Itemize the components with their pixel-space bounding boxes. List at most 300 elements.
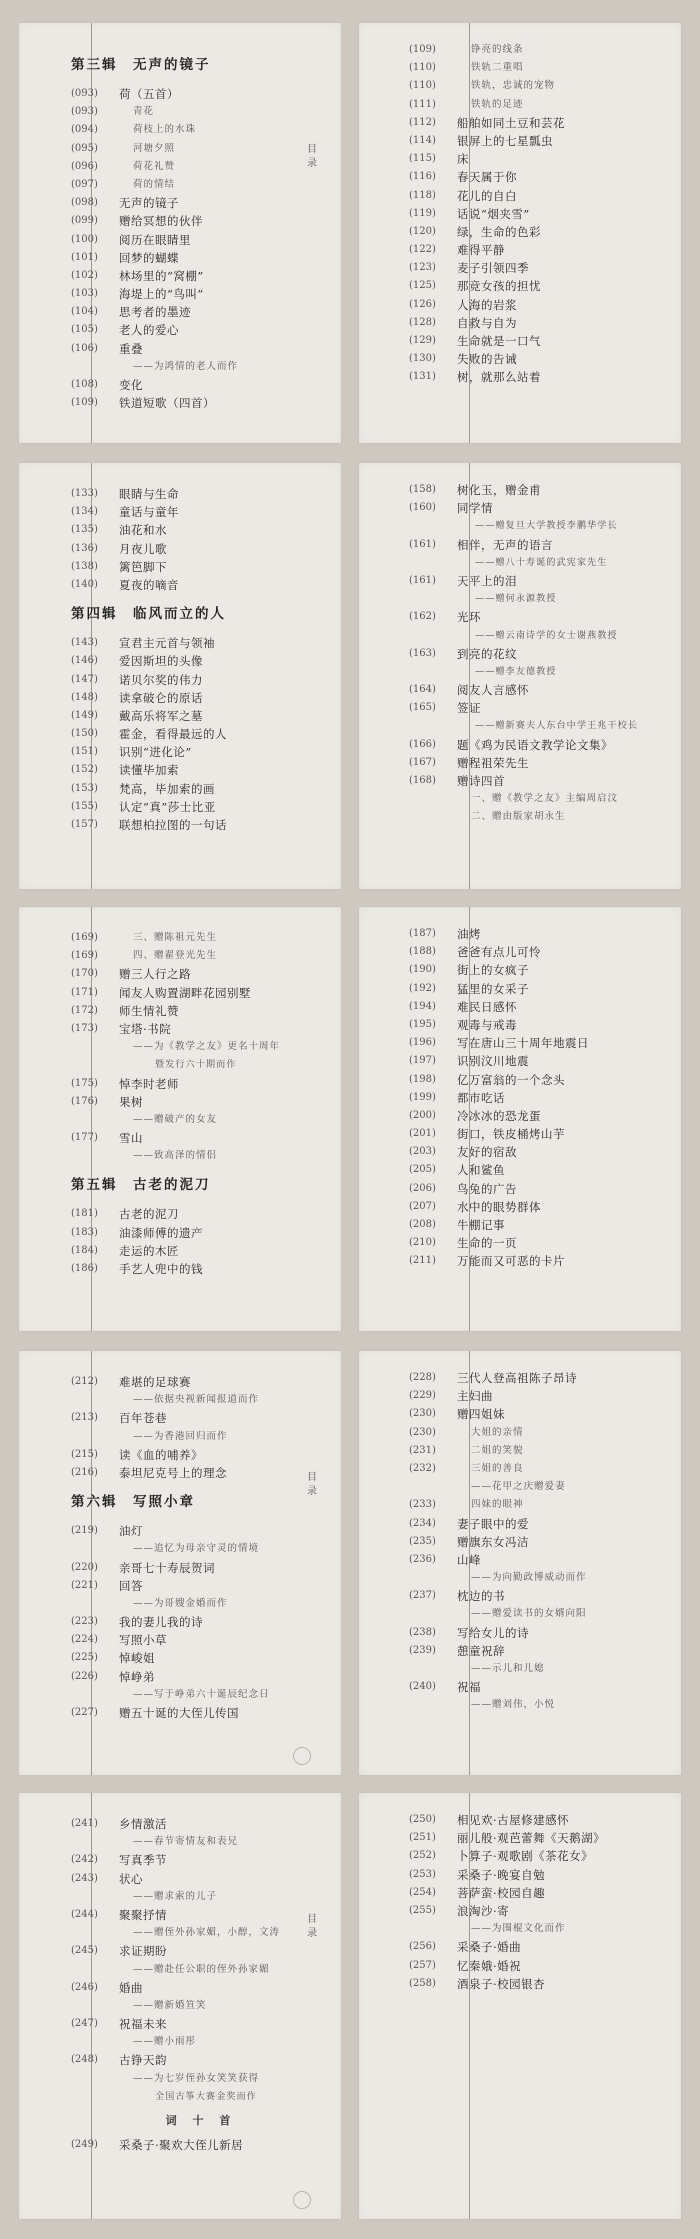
page-number: (131) bbox=[409, 371, 436, 383]
entry-title: ——赠云南诗学的女士谢燕教授 bbox=[475, 629, 618, 641]
page-number: (224) bbox=[71, 1634, 98, 1646]
toc-entry[interactable] bbox=[71, 212, 331, 230]
entry-title: 花儿的自白 bbox=[457, 188, 517, 203]
toc-entry[interactable] bbox=[71, 1111, 331, 1129]
toc-entry[interactable] bbox=[71, 816, 331, 834]
toc-entry[interactable] bbox=[71, 1409, 331, 1427]
page-number: (170) bbox=[71, 968, 98, 980]
toc-entry[interactable] bbox=[71, 303, 331, 321]
page-number: (230) bbox=[409, 1408, 436, 1420]
entry-title: ——赠小雨彤 bbox=[133, 2036, 197, 2048]
toc-entry[interactable] bbox=[409, 1369, 673, 1387]
entry-title: 铮亮的线条 bbox=[471, 44, 524, 55]
toc-entry[interactable] bbox=[71, 2136, 331, 2154]
page-number: (106) bbox=[71, 342, 98, 354]
toc-entry[interactable] bbox=[71, 1668, 331, 1686]
entry-title: 主妇曲 bbox=[457, 1389, 493, 1404]
toc-entry[interactable] bbox=[71, 1129, 331, 1147]
toc-page-8 bbox=[358, 1350, 682, 1776]
toc-entry[interactable] bbox=[71, 2033, 331, 2051]
toc-entry[interactable] bbox=[409, 1107, 673, 1125]
toc-entry[interactable] bbox=[71, 1997, 331, 2015]
page-number: (244) bbox=[71, 1908, 98, 1920]
toc-entry[interactable] bbox=[409, 1696, 673, 1714]
entry-title: 乡情激活 bbox=[119, 1817, 167, 1831]
page-number: (205) bbox=[409, 1164, 436, 1176]
toc-entry[interactable] bbox=[71, 576, 331, 594]
toc-entry[interactable] bbox=[71, 2088, 331, 2106]
toc-entry[interactable] bbox=[409, 1551, 673, 1569]
page-number: (169) bbox=[71, 950, 98, 962]
toc-entry[interactable] bbox=[409, 499, 673, 517]
toc-entry[interactable] bbox=[409, 96, 673, 114]
page-number: (247) bbox=[71, 2018, 98, 2030]
toc-entry[interactable] bbox=[71, 1205, 331, 1223]
toc-entry[interactable] bbox=[71, 1242, 331, 1260]
entry-title: 阅友人言感怀 bbox=[457, 683, 529, 698]
toc-entry[interactable] bbox=[409, 241, 673, 259]
entry-title: 三代人登高祖陈子昂诗 bbox=[457, 1371, 577, 1385]
side-label: 目 录 bbox=[307, 1914, 317, 1939]
page-hole bbox=[293, 1747, 311, 1765]
page-number: (146) bbox=[71, 655, 98, 667]
toc-entry[interactable] bbox=[71, 743, 331, 761]
toc-entry[interactable] bbox=[71, 1924, 331, 1942]
entry-title: ——为围棍文化而作 bbox=[471, 1923, 566, 1935]
entry-title: 我的妻儿我的诗 bbox=[119, 1615, 203, 1630]
toc-entry[interactable] bbox=[71, 121, 331, 139]
page-number: (194) bbox=[409, 1000, 436, 1012]
toc-page-9 bbox=[18, 1792, 342, 2220]
toc-entry[interactable] bbox=[71, 634, 331, 652]
page-number: (129) bbox=[409, 335, 436, 346]
entry-title: 观毒与戒毒 bbox=[457, 1017, 517, 1032]
page-number: (239) bbox=[409, 1644, 436, 1656]
toc-entry[interactable] bbox=[71, 231, 331, 249]
toc-entry[interactable] bbox=[409, 554, 673, 572]
entry-title: 铁轨的足迹 bbox=[471, 98, 524, 110]
toc-entry[interactable] bbox=[409, 1424, 673, 1442]
toc-entry[interactable] bbox=[409, 77, 673, 95]
entry-title: 相见欢·古屋修建感怀 bbox=[457, 1813, 570, 1827]
entry-title: 光环 bbox=[457, 610, 481, 625]
entry-title: 祝福 bbox=[457, 1680, 481, 1695]
toc-entry[interactable] bbox=[71, 2015, 331, 2033]
entry-title: 走运的木匠 bbox=[119, 1243, 179, 1258]
toc-entry[interactable] bbox=[71, 267, 331, 285]
toc-entry[interactable] bbox=[71, 652, 331, 670]
toc-entry[interactable] bbox=[409, 114, 673, 132]
toc-entry[interactable] bbox=[409, 481, 673, 499]
toc-entry[interactable] bbox=[409, 1234, 673, 1252]
toc-entry[interactable] bbox=[71, 394, 331, 412]
toc-entry[interactable] bbox=[409, 627, 673, 645]
entry-title: 人海的岩浆 bbox=[457, 297, 517, 312]
toc-entry[interactable] bbox=[71, 984, 331, 1002]
page-number: (103) bbox=[71, 288, 98, 300]
toc-entry[interactable] bbox=[71, 1038, 331, 1056]
toc-entry[interactable] bbox=[409, 1587, 673, 1605]
toc-entry[interactable] bbox=[71, 558, 331, 576]
toc-entry[interactable] bbox=[409, 1071, 673, 1089]
toc-entry[interactable] bbox=[409, 1829, 673, 1847]
toc-entry[interactable] bbox=[71, 761, 331, 779]
toc-entry[interactable] bbox=[409, 699, 673, 717]
toc-entry[interactable] bbox=[409, 1052, 673, 1070]
toc-entry[interactable] bbox=[409, 1624, 673, 1642]
toc-page-3 bbox=[18, 462, 342, 890]
toc-entry[interactable] bbox=[71, 1815, 331, 1833]
entry-title: 采桑子·聚欢大侄儿新居 bbox=[119, 2138, 244, 2152]
toc-entry[interactable] bbox=[409, 259, 673, 277]
toc-entry[interactable] bbox=[409, 1811, 673, 1829]
entry-title: 月夜儿歌 bbox=[119, 541, 167, 556]
entry-title: 话说“烟夹雪” bbox=[457, 206, 530, 221]
section-heading: 第四辑 临风而立的人 bbox=[71, 606, 226, 623]
toc-entry[interactable] bbox=[71, 1373, 331, 1391]
toc-entry[interactable] bbox=[71, 1906, 331, 1924]
side-label: 目 录 bbox=[307, 1472, 317, 1497]
entry-title: 油花和水 bbox=[119, 523, 167, 538]
toc-entry[interactable] bbox=[409, 998, 673, 1016]
toc-entry[interactable] bbox=[409, 277, 673, 295]
entry-title: 油烤 bbox=[457, 927, 481, 941]
page-number: (110) bbox=[409, 62, 436, 74]
toc-list bbox=[409, 925, 673, 1271]
toc-entry[interactable] bbox=[71, 1075, 331, 1093]
toc-entry[interactable] bbox=[409, 132, 673, 150]
toc-entry[interactable] bbox=[409, 1902, 673, 1920]
page-number: (188) bbox=[409, 946, 436, 958]
page-number: (093) bbox=[71, 88, 98, 99]
toc-entry[interactable] bbox=[71, 1631, 331, 1649]
page-number: (242) bbox=[71, 1854, 98, 1866]
toc-entry[interactable] bbox=[409, 590, 673, 608]
toc-entry[interactable] bbox=[409, 1866, 673, 1884]
entry-title: 写照小草 bbox=[119, 1633, 167, 1648]
entry-title: 春天属于你 bbox=[457, 170, 517, 185]
toc-entry[interactable] bbox=[71, 1020, 331, 1038]
toc-entry[interactable] bbox=[409, 736, 673, 754]
toc-entry[interactable] bbox=[409, 1938, 673, 1956]
page-number: (164) bbox=[409, 684, 436, 696]
toc-entry[interactable] bbox=[409, 332, 673, 350]
page-number: (143) bbox=[71, 637, 98, 649]
toc-entry[interactable] bbox=[71, 1464, 331, 1482]
toc-page-5 bbox=[18, 906, 342, 1332]
toc-entry[interactable] bbox=[409, 772, 673, 790]
entry-title: 荷（五首） bbox=[119, 87, 179, 101]
page-number: (197) bbox=[409, 1055, 436, 1067]
toc-entry[interactable] bbox=[71, 1942, 331, 1960]
entry-title: 识别汶川地震 bbox=[457, 1054, 529, 1069]
toc-entry[interactable] bbox=[409, 1605, 673, 1623]
entry-title: 宣君主元首与领袖 bbox=[119, 636, 215, 651]
entry-title: 街口，铁皮桶烤山芋 bbox=[457, 1127, 565, 1142]
toc-entry[interactable] bbox=[71, 780, 331, 798]
toc-entry[interactable] bbox=[409, 1442, 673, 1460]
toc-entry[interactable] bbox=[409, 150, 673, 168]
entry-title: 爱因斯坦的头像 bbox=[119, 654, 203, 669]
page-number: (192) bbox=[409, 982, 436, 994]
entry-title: 写真季节 bbox=[119, 1853, 167, 1868]
toc-entry[interactable] bbox=[71, 947, 331, 965]
toc-entry[interactable] bbox=[409, 1161, 673, 1179]
toc-entry[interactable] bbox=[409, 536, 673, 554]
page-number: (114) bbox=[409, 134, 436, 146]
toc-entry[interactable] bbox=[71, 1559, 331, 1577]
toc-entry[interactable] bbox=[409, 1847, 673, 1865]
toc-entry[interactable] bbox=[71, 540, 331, 558]
toc-entry[interactable] bbox=[409, 663, 673, 681]
entry-title: 一、赠《教学之友》主编周启汶 bbox=[471, 793, 619, 805]
page-number: (109) bbox=[409, 44, 436, 55]
toc-entry[interactable] bbox=[71, 103, 331, 121]
toc-entry[interactable] bbox=[71, 503, 331, 521]
toc-entry[interactable] bbox=[71, 1577, 331, 1595]
toc-entry[interactable] bbox=[409, 1975, 673, 1993]
toc-entry[interactable] bbox=[71, 1686, 331, 1704]
entry-title: 回答 bbox=[119, 1578, 143, 1593]
entry-title: 采桑子·晚宴自勉 bbox=[457, 1867, 546, 1882]
toc-entry[interactable] bbox=[71, 1613, 331, 1631]
page-number: (100) bbox=[71, 233, 98, 245]
toc-entry[interactable] bbox=[71, 376, 331, 394]
page-number: (105) bbox=[71, 324, 98, 336]
toc-entry[interactable] bbox=[409, 1089, 673, 1107]
toc-entry[interactable] bbox=[71, 2070, 331, 2088]
toc-entry[interactable] bbox=[409, 1478, 673, 1496]
toc-entry[interactable] bbox=[71, 1979, 331, 1997]
toc-entry[interactable] bbox=[409, 223, 673, 241]
entry-title: 三、赠陈祖元先生 bbox=[133, 932, 218, 943]
toc-entry[interactable] bbox=[71, 1260, 331, 1278]
entry-title: 三姐的善良 bbox=[471, 1462, 524, 1474]
entry-title: 鸟兔的广告 bbox=[457, 1181, 517, 1196]
entry-title: 状心 bbox=[119, 1871, 143, 1886]
entry-title: 赠三人行之路 bbox=[119, 967, 191, 982]
toc-entry[interactable] bbox=[409, 925, 673, 943]
toc-entry[interactable] bbox=[409, 1678, 673, 1696]
toc-entry[interactable] bbox=[409, 572, 673, 590]
entry-title: 题《鸡为民语文教学论文集》 bbox=[457, 737, 613, 752]
toc-entry[interactable] bbox=[409, 1198, 673, 1216]
toc-entry[interactable] bbox=[71, 1704, 331, 1722]
toc-entry[interactable] bbox=[409, 1884, 673, 1902]
toc-entry[interactable] bbox=[409, 1496, 673, 1514]
toc-entry[interactable] bbox=[71, 1961, 331, 1979]
toc-entry[interactable] bbox=[409, 980, 673, 998]
toc-page-10 bbox=[358, 1792, 682, 2220]
toc-entry[interactable] bbox=[409, 41, 673, 59]
entry-title: ——示儿和儿媳 bbox=[471, 1663, 545, 1674]
toc-entry[interactable] bbox=[71, 1833, 331, 1851]
toc-entry[interactable] bbox=[409, 1125, 673, 1143]
entry-title: 果树 bbox=[119, 1094, 143, 1109]
toc-entry[interactable] bbox=[409, 1515, 673, 1533]
page-number: (216) bbox=[71, 1466, 98, 1478]
toc-entry[interactable] bbox=[409, 517, 673, 535]
toc-entry[interactable] bbox=[409, 1252, 673, 1270]
toc-entry[interactable] bbox=[71, 176, 331, 194]
page-number: (230) bbox=[409, 1426, 436, 1438]
toc-entry[interactable] bbox=[71, 285, 331, 303]
toc-entry[interactable] bbox=[409, 1180, 673, 1198]
toc-entry[interactable] bbox=[409, 296, 673, 314]
page-number: (173) bbox=[71, 1022, 98, 1034]
page-number: (161) bbox=[409, 538, 436, 550]
toc-entry[interactable] bbox=[71, 1649, 331, 1667]
entry-title: ——赠赴任公职的侄外孙家媚 bbox=[133, 1963, 270, 1975]
toc-entry[interactable] bbox=[409, 314, 673, 332]
toc-entry[interactable] bbox=[71, 1093, 331, 1111]
toc-entry[interactable] bbox=[409, 350, 673, 368]
toc-entry[interactable] bbox=[71, 1446, 331, 1464]
toc-entry[interactable] bbox=[409, 943, 673, 961]
page-number: (211) bbox=[409, 1255, 436, 1267]
toc-entry[interactable] bbox=[409, 1216, 673, 1234]
page-number: (183) bbox=[71, 1226, 98, 1238]
entry-title: 赠诗四首 bbox=[457, 774, 505, 788]
page-number: (220) bbox=[71, 1561, 98, 1573]
toc-entry[interactable] bbox=[71, 485, 331, 503]
page-number: (162) bbox=[409, 611, 436, 623]
toc-entry[interactable] bbox=[409, 808, 673, 826]
page-number: (151) bbox=[71, 746, 98, 758]
toc-entry[interactable] bbox=[71, 689, 331, 707]
toc-entry[interactable] bbox=[71, 1147, 331, 1165]
toc-entry[interactable] bbox=[409, 1387, 673, 1405]
page-number: (249) bbox=[71, 2139, 98, 2150]
toc-entry[interactable] bbox=[409, 1460, 673, 1478]
subsection-heading: 词 十 首 bbox=[165, 2114, 237, 2127]
toc-entry[interactable] bbox=[409, 368, 673, 386]
entry-title: 赠程祖荣先生 bbox=[457, 755, 529, 770]
toc-entry[interactable] bbox=[71, 725, 331, 743]
toc-entry[interactable] bbox=[409, 1143, 673, 1161]
toc-list bbox=[409, 1369, 673, 1715]
page-number: (134) bbox=[71, 506, 98, 518]
page-number: (245) bbox=[71, 1945, 98, 1957]
entry-title: ——赠复旦大学教授李鹏华学长 bbox=[475, 520, 618, 532]
page-number: (150) bbox=[71, 728, 98, 740]
page-number: (167) bbox=[409, 756, 436, 768]
toc-entry[interactable] bbox=[71, 85, 331, 103]
toc-entry[interactable] bbox=[409, 205, 673, 223]
page-number: (118) bbox=[409, 189, 436, 201]
toc-entry[interactable] bbox=[409, 1660, 673, 1678]
page-number: (111) bbox=[409, 98, 436, 110]
entry-title: 无声的镜子 bbox=[119, 196, 179, 211]
entry-title: 卜算子·观歌剧《茶花女》 bbox=[457, 1849, 594, 1864]
toc-entry[interactable] bbox=[71, 1851, 331, 1869]
entry-title: ——为七岁侄孙女笑笑获得 bbox=[133, 2072, 260, 2084]
toc-entry[interactable] bbox=[409, 1034, 673, 1052]
toc-entry[interactable] bbox=[71, 158, 331, 176]
toc-entry[interactable] bbox=[71, 798, 331, 816]
page-number: (133) bbox=[71, 488, 98, 499]
toc-entry[interactable] bbox=[409, 1016, 673, 1034]
toc-entry[interactable] bbox=[71, 1595, 331, 1613]
toc-entry[interactable] bbox=[71, 965, 331, 983]
entry-title: 诺贝尔奖的伟力 bbox=[119, 672, 203, 687]
toc-entry[interactable] bbox=[409, 645, 673, 663]
toc-entry[interactable] bbox=[409, 1957, 673, 1975]
toc-list bbox=[409, 41, 673, 387]
toc-entry[interactable] bbox=[71, 671, 331, 689]
toc-entry[interactable] bbox=[409, 1405, 673, 1423]
toc-entry[interactable] bbox=[71, 140, 331, 158]
toc-entry[interactable] bbox=[71, 707, 331, 725]
page-number: (177) bbox=[71, 1132, 98, 1144]
section-heading: 第三辑 无声的镜子 bbox=[71, 57, 211, 73]
entry-title: 麦子引领四季 bbox=[457, 261, 529, 276]
toc-entry[interactable] bbox=[71, 1888, 331, 1906]
toc-entry[interactable] bbox=[409, 754, 673, 772]
page-number: (254) bbox=[409, 1886, 436, 1898]
toc-entry[interactable] bbox=[409, 187, 673, 205]
toc-entry[interactable] bbox=[71, 1540, 331, 1558]
entry-title: 猛里的女采子 bbox=[457, 981, 529, 996]
entry-title: 忆秦娥·婚祝 bbox=[457, 1958, 522, 1973]
page-number: (094) bbox=[71, 124, 98, 136]
page-number: (258) bbox=[409, 1977, 436, 1989]
toc-entry[interactable] bbox=[71, 929, 331, 947]
page-number: (135) bbox=[71, 524, 98, 536]
toc-page-2 bbox=[358, 22, 682, 444]
entry-title: 亿万富翁的一个念头 bbox=[457, 1072, 565, 1087]
toc-entry[interactable] bbox=[71, 358, 331, 376]
toc-entry[interactable] bbox=[71, 194, 331, 212]
entry-title: 篱笆脚下 bbox=[119, 559, 167, 574]
toc-entry[interactable] bbox=[409, 59, 673, 77]
toc-entry[interactable] bbox=[409, 1569, 673, 1587]
toc-entry[interactable] bbox=[71, 1056, 331, 1074]
entry-title: 手艺人兜中的钱 bbox=[119, 1262, 203, 1276]
toc-entry[interactable] bbox=[71, 340, 331, 358]
toc-entry[interactable] bbox=[71, 1391, 331, 1409]
toc-entry[interactable] bbox=[409, 790, 673, 808]
toc-entry[interactable] bbox=[409, 1642, 673, 1660]
toc-entry[interactable] bbox=[71, 1870, 331, 1888]
page-number: (130) bbox=[409, 353, 436, 365]
toc-entry[interactable] bbox=[409, 681, 673, 699]
toc-entry[interactable] bbox=[71, 321, 331, 339]
page-number: (093) bbox=[71, 106, 98, 118]
page-number: (210) bbox=[409, 1237, 436, 1249]
toc-entry[interactable] bbox=[71, 1224, 331, 1242]
entry-title: 妻子眼中的爱 bbox=[457, 1516, 529, 1531]
toc-entry[interactable] bbox=[409, 1920, 673, 1938]
toc-entry[interactable] bbox=[71, 2051, 331, 2069]
toc-entry[interactable] bbox=[409, 1533, 673, 1551]
toc-entry[interactable] bbox=[409, 168, 673, 186]
toc-entry[interactable] bbox=[71, 1428, 331, 1446]
page-number: (102) bbox=[71, 269, 98, 281]
toc-entry[interactable] bbox=[71, 1522, 331, 1540]
toc-entry[interactable] bbox=[71, 249, 331, 267]
page-number: (207) bbox=[409, 1200, 436, 1212]
toc-entry[interactable] bbox=[71, 1002, 331, 1020]
page-number: (236) bbox=[409, 1553, 436, 1565]
entry-title: 水中的眼势群体 bbox=[457, 1199, 541, 1214]
toc-entry[interactable] bbox=[409, 717, 673, 735]
page-number: (252) bbox=[409, 1850, 436, 1862]
toc-entry[interactable] bbox=[409, 608, 673, 626]
entry-title: 闻友人购置湖畔花园别墅 bbox=[119, 985, 251, 1000]
toc-entry[interactable] bbox=[71, 521, 331, 539]
toc-entry[interactable] bbox=[409, 961, 673, 979]
